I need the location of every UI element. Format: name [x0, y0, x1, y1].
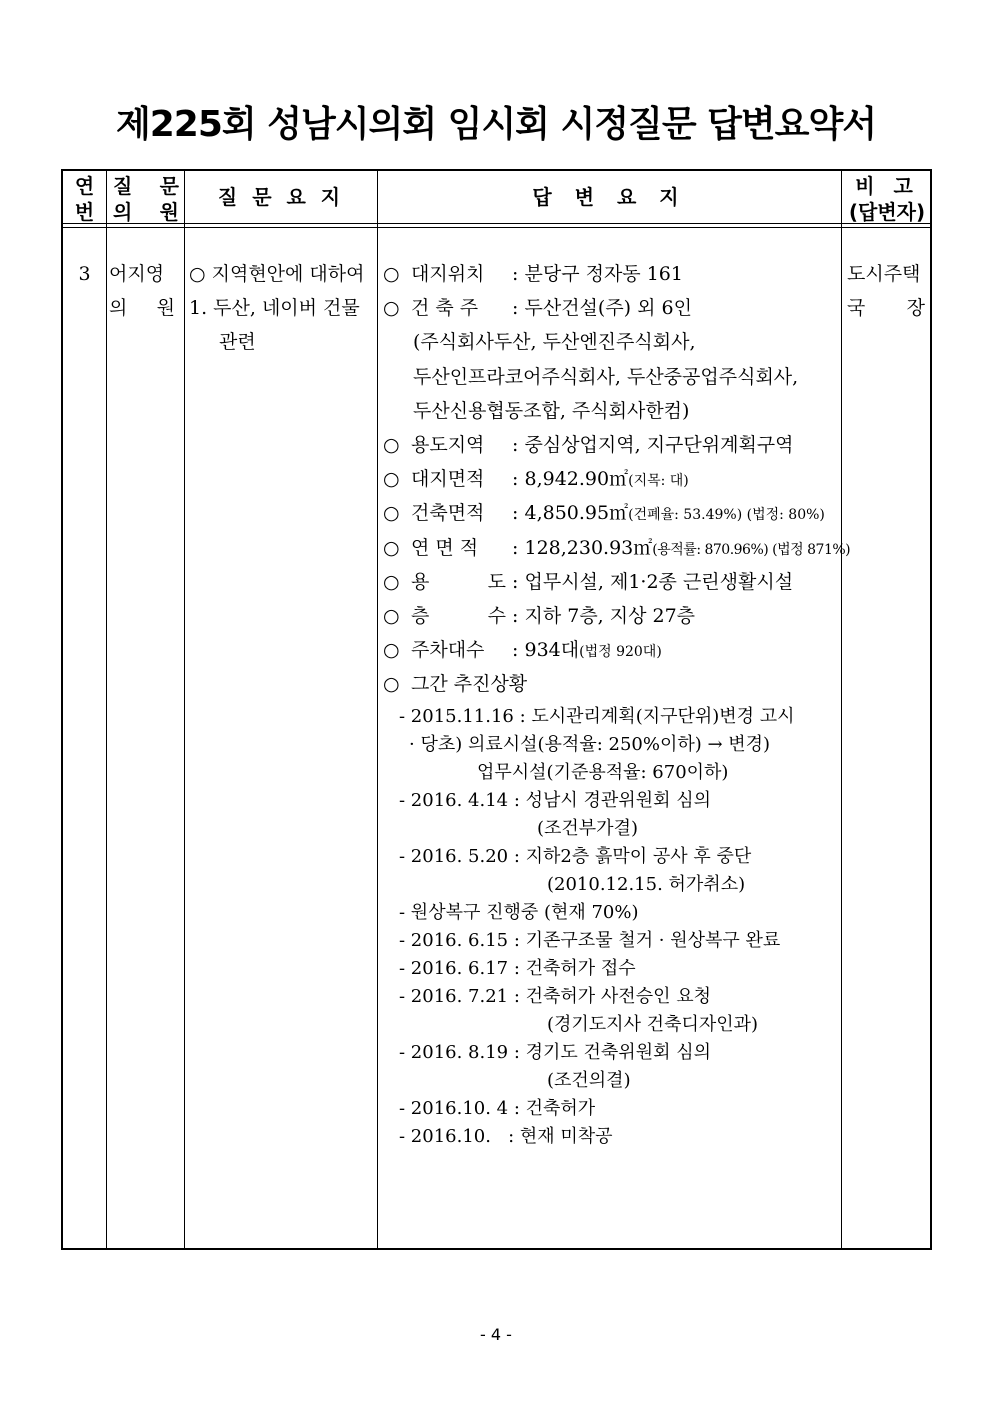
- history-line: - 2016.10. 4 : 건축허가: [399, 1098, 596, 1120]
- answer-label: 용도지역: [411, 433, 485, 456]
- page-number: - 4 -: [480, 1325, 512, 1344]
- answer-note: (지목: 대): [628, 473, 689, 490]
- history-line: - 2016. 6.17 : 건축허가 접수: [399, 958, 636, 980]
- answer-label: 연 면 적: [411, 536, 479, 559]
- history-title: 그간 추진상황: [411, 673, 528, 696]
- answer-note: (법정 920대): [579, 644, 662, 661]
- answer-item: ○ 층 수 : 지하 7층, 지상 27층: [383, 604, 696, 627]
- answer-item: ○ 용도지역 : 중심상업지역, 지구단위계획구역: [383, 428, 839, 462]
- question-line: ○ 지역현안에 대하여: [189, 263, 365, 285]
- answer-item: ○ 대지면적 : 8,942.90㎡(지목: 대): [383, 462, 839, 496]
- header-number-line2: 번: [74, 200, 95, 224]
- history-list: [383, 703, 839, 1151]
- header-answer-summary: 답 변 요 지: [532, 185, 687, 209]
- answer-label: 건 축 주: [411, 297, 479, 320]
- answer-value: 업무시설, 제1·2종 근린생활시설: [524, 570, 794, 593]
- answer-label: 주차대수: [411, 639, 485, 662]
- document-title: 제225회 성남시의회 임시회 시정질문 답변요약서: [115, 104, 877, 145]
- history-line: - 2016. 6.15 : 기존구조물 철거 · 원상복구 완료: [399, 930, 781, 952]
- answer-item: ○ 건축면적 : 4,850.95㎡(건폐율: 53.49%) (법정: 80%): [383, 496, 839, 530]
- question-line: 1. 두산, 네이버 건물: [189, 297, 360, 319]
- header-remarks-line1: 비 고: [855, 174, 919, 198]
- header-member-char: 원: [159, 200, 179, 224]
- answer-item: ○ 건 축 주 : 두산건설(주) 외 6인: [383, 291, 839, 325]
- header-question-summary: 질 문 요 지: [217, 185, 345, 209]
- history-line: 업무시설(기준용적율: 670이하): [477, 762, 729, 784]
- history-line: - 2016. 4.14 : 성남시 경관위원회 심의: [399, 790, 711, 812]
- answer-summary-table: [61, 169, 932, 1250]
- answer-label: 대지면적: [411, 468, 485, 491]
- column-divider: [377, 171, 378, 1248]
- history-line: (조건부가결): [537, 818, 638, 840]
- header-number-line1: 연: [74, 174, 95, 198]
- answer-owner-line: (주식회사두산, 두산엔진주식회사,: [413, 331, 696, 354]
- history-line: - 2016.10. : 현재 미착공: [399, 1126, 613, 1148]
- answer-value: 4,850.95㎡: [524, 502, 629, 525]
- answer-owner-line: 두산인프라코어주식회사, 두산중공업주식회사,: [413, 365, 799, 388]
- header-member-char: 의: [113, 200, 133, 224]
- question-line: 관련: [219, 331, 256, 353]
- header-member-char: 질: [113, 174, 133, 198]
- history-line: - 2016. 7.21 : 건축허가 사전승인 요청: [399, 986, 711, 1008]
- header-divider: [63, 223, 930, 224]
- responder: [847, 257, 927, 325]
- header-member-char: 문: [159, 174, 179, 198]
- answer-value: 934대: [524, 639, 580, 662]
- answer-value: 중심상업지역, 지구단위계획구역: [524, 433, 794, 456]
- column-divider: [106, 171, 107, 1248]
- column-divider: [841, 171, 842, 1248]
- answer-value: 128,230.93㎡: [524, 536, 653, 559]
- header-remarks-line2: (답변자): [848, 200, 926, 224]
- answer-item: ○ 주차대수 : 934대(법정 920대): [383, 633, 839, 667]
- question-summary: [189, 257, 375, 359]
- answer-note: (용적률: 870.96%) (법정 871%): [652, 541, 851, 558]
- member-name: 어지영: [109, 263, 165, 285]
- answer-value: 분당구 정자동 161: [524, 263, 683, 285]
- responder-title: 국 장: [847, 297, 925, 319]
- header-member: [113, 173, 179, 225]
- question-member: [109, 257, 181, 325]
- history-line: (조건의결): [547, 1070, 631, 1092]
- history-line: · 당초) 의료시설(용적율: 250%이하) → 변경): [409, 734, 771, 756]
- answer-item: ○ 용 도 : 업무시설, 제1·2종 근린생활시설: [383, 570, 794, 593]
- header-divider: [63, 227, 930, 228]
- answer-history-heading: ○ 그간 추진상황: [383, 673, 528, 696]
- responder-line: 도시주택: [847, 263, 921, 285]
- answer-value: 8,942.90㎡: [524, 468, 629, 491]
- history-line: (경기도지사 건축디자인과): [547, 1014, 759, 1036]
- history-line: - 원상복구 진행중 (현재 70%): [399, 902, 639, 924]
- member-title: 의 원: [109, 297, 175, 319]
- history-line: (2010.12.15. 허가취소): [547, 874, 746, 896]
- answer-item: ○ 연 면 적 : 128,230.93㎡(용적률: 870.96%) (법정 871%): [383, 531, 839, 565]
- history-line: - 2016. 5.20 : 지하2층 흙막이 공사 후 중단: [399, 846, 752, 868]
- column-divider: [184, 171, 185, 1248]
- answer-summary: [383, 257, 851, 1151]
- answer-value: 두산건설(주) 외 6인: [524, 297, 692, 320]
- answer-item: ○ 대지위치 : 분당구 정자동 161: [383, 257, 839, 291]
- history-line: - 2015.11.16 : 도시관리계획(지구단위)변경 고시: [399, 706, 795, 728]
- answer-label: 대지위치: [411, 263, 485, 285]
- answer-value: 지하 7층, 지상 27층: [524, 604, 696, 627]
- answer-note: (건폐율: 53.49%) (법정: 80%): [628, 507, 825, 524]
- header-remarks: [842, 173, 932, 225]
- answer-owner-line: 두산신용협동조합, 주식회사한컴): [413, 399, 690, 422]
- header-number: [63, 173, 106, 225]
- row-number: 3: [78, 263, 91, 285]
- history-line: - 2016. 8.19 : 경기도 건축위원회 심의: [399, 1042, 711, 1064]
- answer-label: 건축면적: [411, 502, 485, 525]
